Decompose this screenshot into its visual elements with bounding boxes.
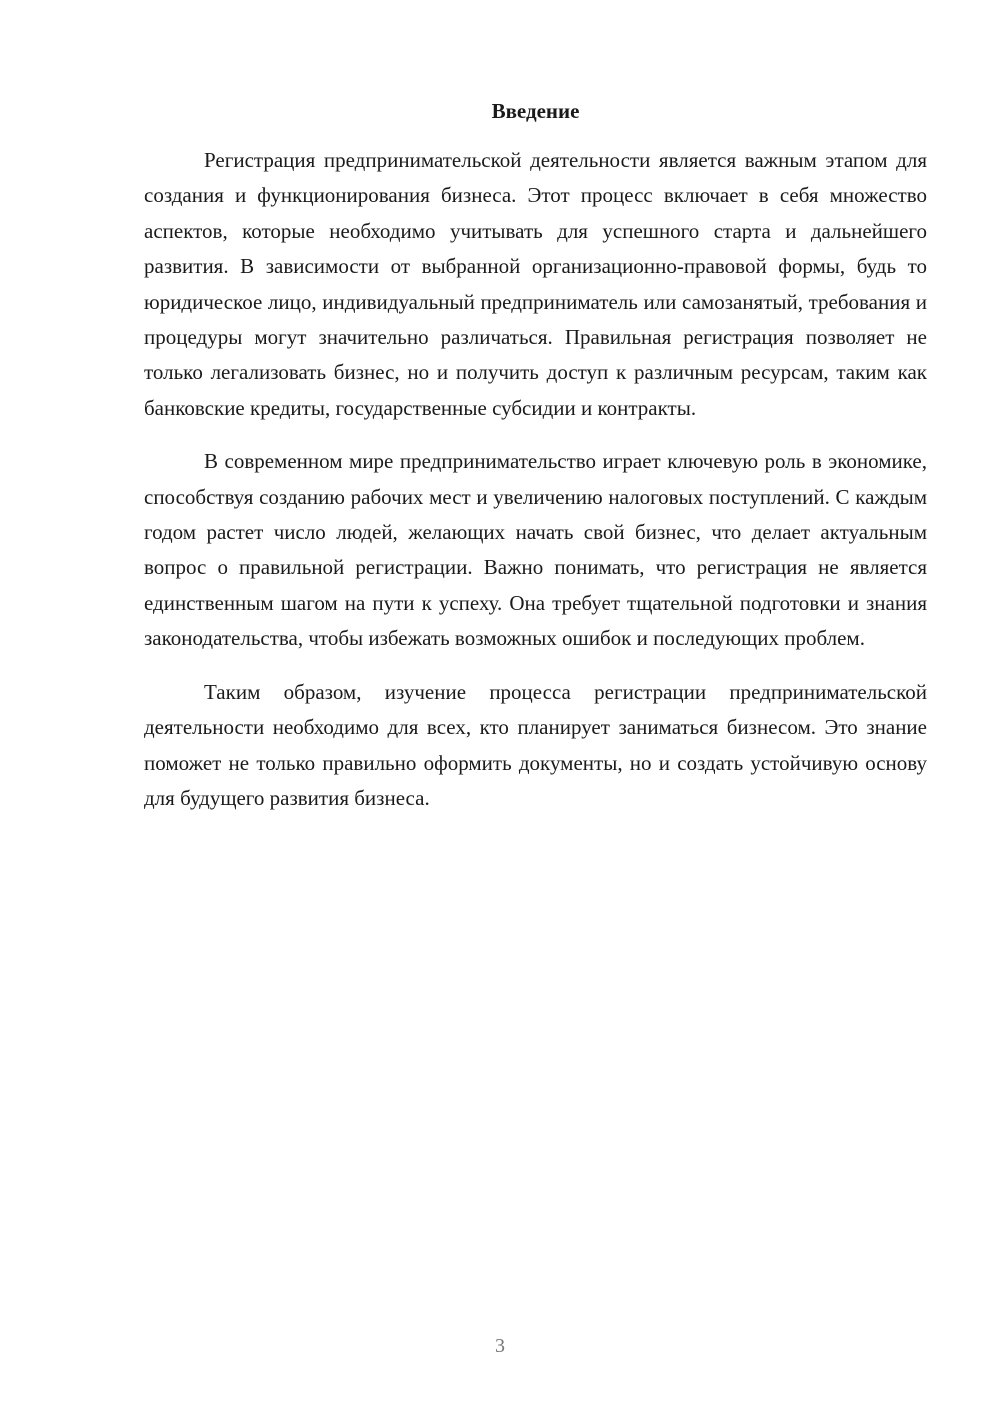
page-number: 3 [495,1335,505,1357]
paragraph-2: В современном мире предпринимательство играет ключевую роль в экономике, способствуя созданию рабочих мест и увеличению налоговых поступлений. С каждым годом растет число людей, желающих начать свой бизнес, что делает актуальным вопрос о правильной регистрации. Важно понимать, что регистрация не является единственным шагом на пути к успеху. Она требует тщательной подготовки и знания законодательства, чтобы избежать возможных ошибок и последующих проблем. [144,449,927,651]
paragraph-1: Регистрация предпринимательской деятельности является важным этапом для создания и функционирования бизнеса. Этот процесс включает в себя множество аспектов, которые необходимо учитывать для успешного старта и дальнейшего развития. В зависимости от выбранной организационно-правовой формы, будь то юридическое лицо, индивидуальный предприниматель или самозанятый, требования и процедуры могут значительно различаться. Правильная регистрация позволяет не только легализовать бизнес, но и получить доступ к различным ресурсам, таким как банковские кредиты, государственные субсидии и контракты. [144,148,927,420]
body-text [144,143,927,834]
section-heading: Введение [491,99,580,123]
paragraph-3: Таким образом, изучение процесса регистрации предпринимательской деятельности необходимо для всех, кто планирует заниматься бизнесом. Это знание поможет не только правильно оформить документы, но и создать устойчивую основу для будущего развития бизнеса. [144,679,927,810]
